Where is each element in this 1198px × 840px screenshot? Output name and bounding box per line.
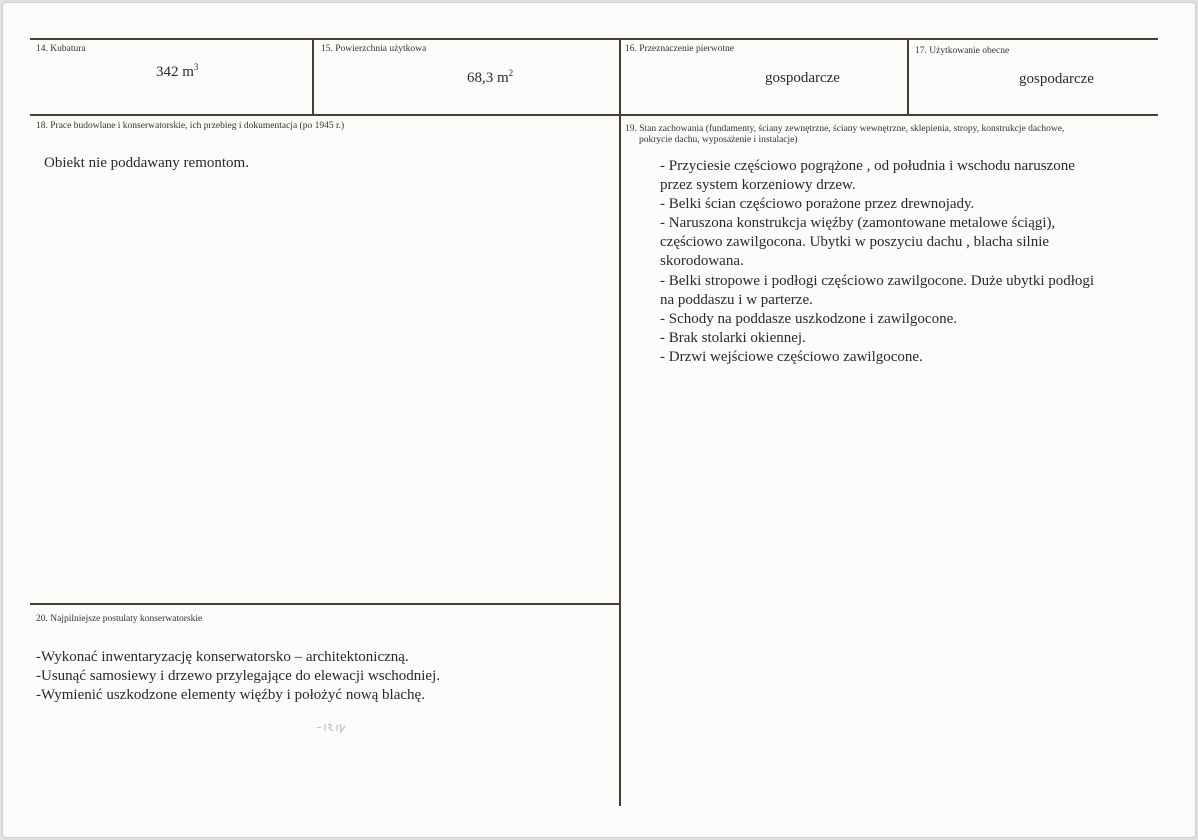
field-19-label-line: 19. Stan zachowania (fundamenty, ściany zewnętrzne, ściany wewnętrzne, sklepienia, stropy, konstrukcje dachowe,	[625, 124, 1065, 134]
field-19-line: - Brak stolarki okiennej.	[660, 329, 806, 346]
field-18-text: Obiekt nie poddawany remontom.	[44, 155, 249, 171]
field-15-value	[467, 70, 513, 87]
field-20-line: -Wymienić uszkodzone elementy więźby i położyć nową blachę.	[36, 687, 425, 703]
field-15-value-text: 68,3 m	[467, 70, 509, 86]
field-19-line: na poddaszu i w parterze.	[660, 291, 813, 308]
field-18-label: 18. Prace budowlane i konserwatorskie, ich przebieg i dokumentacja (po 1945 r.)	[36, 121, 345, 131]
field-19-text	[660, 157, 1094, 367]
field-14-value	[156, 64, 198, 81]
top-rule	[30, 38, 1158, 40]
divider-15-16	[619, 38, 621, 806]
section20-top-rule	[30, 603, 620, 605]
field-19-line: - Przyciesie częściowo pogrążone , od południa i wschodu naruszone	[660, 158, 1075, 174]
field-19-line: - Drzwi wejściowe częściowo zawilgocone.	[660, 348, 923, 365]
field-19-label	[625, 124, 1064, 146]
field-15-unit-superscript: 2	[508, 68, 514, 78]
field-16-label: 16. Przeznaczenie pierwotne	[625, 44, 734, 54]
field-19-line: - Naruszona konstrukcja więźby (zamontowane metalowe ściągi),	[660, 215, 1056, 232]
field-19-line: częściowo zawilgocona. Ubytki w poszyciu dachu , blacha silnie	[660, 234, 1050, 251]
field-19-line: przez system korzeniowy drzew.	[660, 177, 856, 194]
field-17-label: 17. Użytkowanie obecne	[915, 46, 1010, 56]
field-20-label: 20. Najpilniejsze postulaty konserwatorskie	[36, 614, 203, 624]
divider-14-15	[312, 38, 314, 115]
field-19-line: skorodowana.	[660, 253, 744, 270]
divider-16-17	[907, 38, 909, 115]
field-14-value-text: 342 m	[156, 64, 194, 80]
field-16-value: gospodarcze	[765, 70, 840, 86]
field-20-line: -Usunąć samosiewy i drzewo przylegające do elewacji wschodniej.	[36, 668, 441, 684]
field-19-line: - Belki stropowe i podłogi częściowo zawilgocone. Duże ubytki podłogi	[660, 272, 1095, 289]
field-19-line: - Schody na poddasze uszkodzone i zawilgocone.	[660, 310, 957, 327]
faint-stamp-mark	[315, 720, 355, 734]
field-17-value: gospodarcze	[1019, 71, 1094, 87]
field-20-text	[36, 648, 440, 705]
field-15-label: 15. Powierzchnia użytkowa	[321, 44, 427, 54]
field-14-label: 14. Kubatura	[36, 44, 86, 54]
row1-bottom-rule	[30, 114, 1158, 116]
field-19-label-line: pokrycie dachu, wyposażenie i instalacje)	[639, 135, 798, 145]
field-20-line: -Wykonać inwentaryzację konserwatorsko – architektoniczną.	[36, 649, 409, 665]
field-19-line: - Belki ścian częściowo porażone przez drewnojady.	[660, 196, 975, 213]
field-14-unit-superscript: 3	[193, 62, 199, 72]
